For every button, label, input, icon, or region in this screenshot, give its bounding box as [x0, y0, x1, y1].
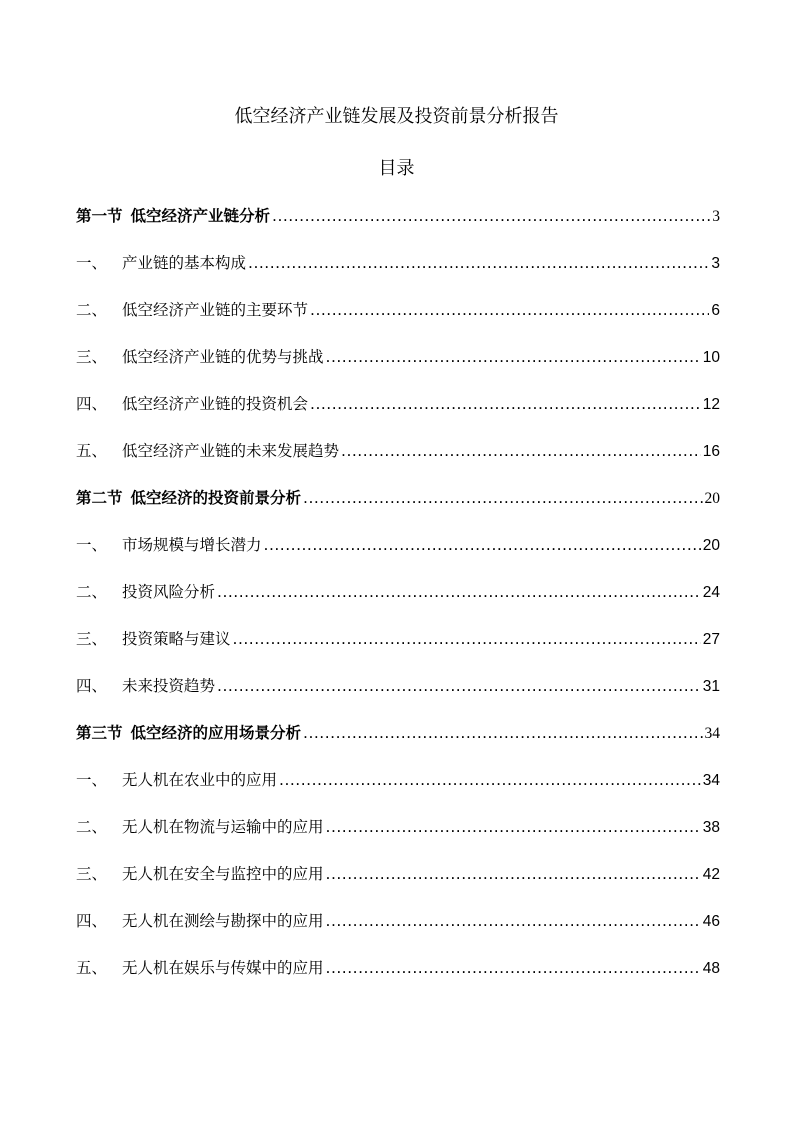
item-number: 五、	[76, 442, 108, 460]
toc-entry-label: 未来投资趋势	[122, 677, 216, 695]
toc-item[interactable]	[76, 436, 720, 483]
item-number: 四、	[76, 395, 108, 413]
toc-item[interactable]	[76, 812, 720, 859]
page-number: 38	[702, 819, 720, 836]
page-number: 48	[702, 960, 720, 977]
dot-leader	[264, 530, 701, 560]
toc-entry-label: 无人机在物流与运输中的应用	[122, 818, 324, 836]
page-number: 42	[702, 866, 720, 883]
toc-item[interactable]	[76, 859, 720, 906]
page-number: 20	[704, 490, 720, 507]
item-number: 五、	[76, 959, 108, 977]
toc-entry-label	[76, 483, 301, 513]
page-number: 24	[702, 584, 720, 601]
toc-entry-label: 产业链的基本构成	[122, 254, 247, 272]
dot-leader	[279, 765, 701, 795]
toc-item[interactable]	[76, 671, 720, 718]
toc-entry-label: 无人机在测绘与勘探中的应用	[122, 912, 324, 930]
toc-entry-label: 低空经济产业链的优势与挑战	[122, 348, 324, 366]
page-number: 6	[711, 302, 720, 319]
dot-leader	[326, 342, 701, 372]
toc-section-2[interactable]	[76, 483, 720, 530]
page-number: 46	[702, 913, 720, 930]
dot-leader	[310, 295, 709, 325]
page-number: 3	[712, 208, 720, 225]
section-prefix: 第一节	[76, 207, 123, 225]
toc-item[interactable]	[76, 530, 720, 577]
section-title: 低空经济的应用场景分析	[130, 724, 302, 742]
item-number: 三、	[76, 630, 108, 648]
toc-item[interactable]	[76, 577, 720, 624]
item-number: 二、	[76, 583, 108, 601]
dot-leader	[326, 812, 701, 842]
section-prefix: 第三节	[76, 724, 123, 742]
page-number: 20	[702, 537, 720, 554]
toc-section-1[interactable]	[76, 201, 720, 248]
item-number: 二、	[76, 818, 108, 836]
toc-entry-label: 低空经济产业链的投资机会	[122, 395, 309, 413]
toc-item[interactable]	[76, 906, 720, 953]
toc-entry-label	[76, 201, 270, 231]
dot-leader	[233, 624, 701, 654]
dot-leader	[326, 953, 701, 983]
document-title: 低空经济产业链发展及投资前景分析报告	[234, 106, 559, 127]
dot-leader	[341, 436, 701, 466]
dot-leader	[272, 201, 710, 231]
item-number: 四、	[76, 912, 108, 930]
toc-entry-label: 投资风险分析	[122, 583, 216, 601]
toc-item[interactable]	[76, 342, 720, 389]
toc-entry-label: 无人机在娱乐与传媒中的应用	[122, 959, 324, 977]
page-number: 10	[702, 349, 720, 366]
toc-entry-label: 低空经济产业链的主要环节	[122, 301, 309, 319]
item-number: 一、	[76, 254, 108, 272]
toc-item[interactable]	[76, 765, 720, 812]
dot-leader	[303, 718, 702, 748]
page-number: 16	[702, 443, 720, 460]
item-number: 一、	[76, 771, 108, 789]
dot-leader	[326, 906, 701, 936]
toc-entry-label: 无人机在安全与监控中的应用	[122, 865, 324, 883]
section-prefix: 第二节	[76, 489, 123, 507]
page-number: 34	[704, 725, 720, 742]
item-number: 三、	[76, 865, 108, 883]
dot-leader	[217, 671, 701, 701]
toc-heading: 目录	[378, 158, 415, 179]
page-number: 31	[702, 678, 720, 695]
toc-item[interactable]	[76, 389, 720, 436]
page-number: 34	[702, 772, 720, 789]
table-of-contents	[76, 201, 720, 1000]
dot-leader	[303, 483, 702, 513]
toc-item[interactable]	[76, 953, 720, 1000]
item-number: 二、	[76, 301, 108, 319]
item-number: 一、	[76, 536, 108, 554]
toc-item[interactable]	[76, 295, 720, 342]
dot-leader	[310, 389, 701, 419]
toc-item[interactable]	[76, 248, 720, 295]
page-number: 27	[702, 631, 720, 648]
toc-entry-label: 无人机在农业中的应用	[122, 771, 278, 789]
section-title: 低空经济的投资前景分析	[130, 489, 302, 507]
page-number: 12	[702, 396, 720, 413]
dot-leader	[248, 248, 709, 278]
dot-leader	[326, 859, 701, 889]
item-number: 四、	[76, 677, 108, 695]
dot-leader	[217, 577, 701, 607]
toc-entry-label: 投资策略与建议	[122, 630, 231, 648]
page-number: 3	[711, 255, 720, 272]
toc-item[interactable]	[76, 624, 720, 671]
toc-entry-label: 市场规模与增长潜力	[122, 536, 262, 554]
toc-entry-label	[76, 718, 301, 748]
section-title: 低空经济产业链分析	[130, 207, 271, 225]
item-number: 三、	[76, 348, 108, 366]
toc-entry-label: 低空经济产业链的未来发展趋势	[122, 442, 340, 460]
toc-section-3[interactable]	[76, 718, 720, 765]
